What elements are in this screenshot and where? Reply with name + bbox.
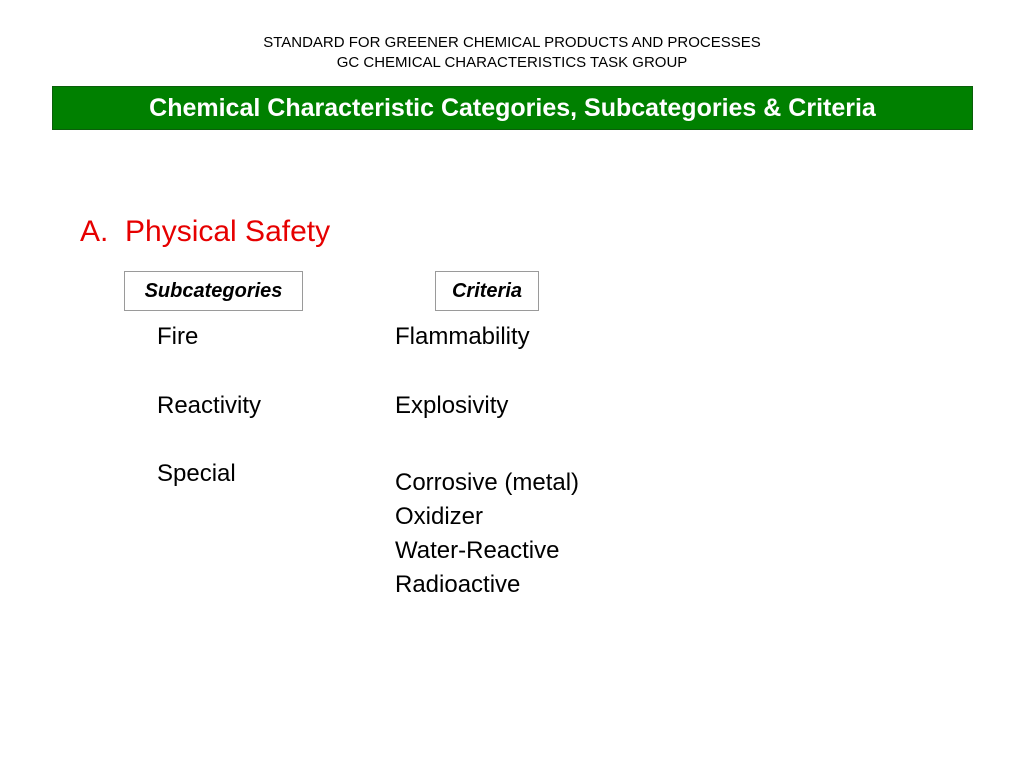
subcategories-column-header <box>124 271 303 311</box>
criterion-radioactive: Radioactive <box>395 571 521 598</box>
section-heading: A. Physical Safety <box>80 215 331 248</box>
criterion-flammability: Flammability <box>395 323 530 350</box>
subcategories-label: Subcategories <box>144 280 283 302</box>
criterion-water-reactive: Water-Reactive <box>395 537 560 564</box>
criterion-explosivity: Explosivity <box>395 392 509 419</box>
criteria-label: Criteria <box>451 280 523 302</box>
criterion-corrosive-metal: Corrosive (metal) <box>395 469 580 496</box>
criterion-oxidizer: Oxidizer <box>395 503 484 530</box>
subcategory-fire: Fire <box>157 323 199 350</box>
document-header <box>0 33 1024 73</box>
criteria-column-header <box>435 271 539 311</box>
subcategory-reactivity: Reactivity <box>157 392 262 419</box>
header-line-standard: STANDARD FOR GREENER CHEMICAL PRODUCTS AND PROCESSES <box>263 34 761 51</box>
slide-title: Chemical Characteristic Categories, Subcategories & Criteria <box>149 94 876 122</box>
slide-title-bar <box>52 86 973 130</box>
header-line-task-group: GC CHEMICAL CHARACTERISTICS TASK GROUP <box>336 54 688 71</box>
subcategory-special: Special <box>157 460 236 487</box>
